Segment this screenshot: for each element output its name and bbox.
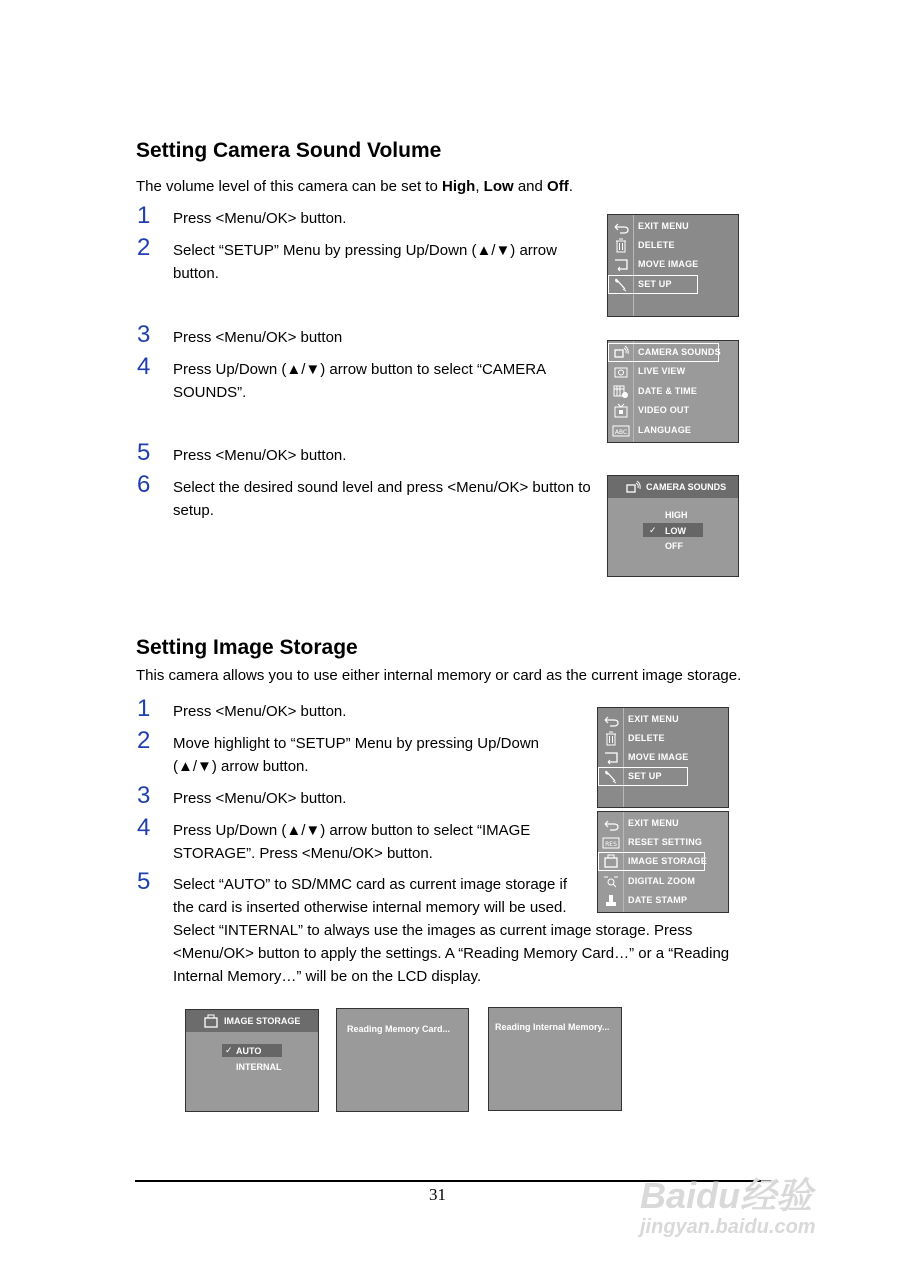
lcd-reading-card	[336, 1008, 469, 1112]
zoom-icon	[602, 873, 620, 890]
reset-icon	[602, 834, 620, 851]
back-arrow-icon	[602, 711, 620, 728]
tv-icon	[612, 402, 630, 419]
menu-item-reset-setting: RES RESET SETTING	[598, 833, 728, 853]
wrench-icon	[612, 276, 630, 293]
step-number: 3	[137, 321, 151, 348]
menu-item-delete: DELETE	[608, 236, 738, 256]
step-text: Move highlight to “SETUP” Menu by pressing Up/Down (▲/▼) arrow button.	[173, 735, 539, 775]
menu-item-digital-zoom: DIGITAL ZOOM	[598, 872, 728, 892]
lcd-main-menu	[607, 214, 739, 317]
step-text: Press <Menu/OK> button.	[173, 790, 347, 807]
menu-item-setup-selected: SET UP	[598, 767, 728, 787]
menu-item-video-out: VIDEO OUT	[608, 401, 738, 421]
lcd-image-storage	[185, 1009, 319, 1112]
section-title-sound: Setting Camera Sound Volume	[136, 139, 442, 162]
step-text: Press <Menu/OK> button	[173, 329, 343, 346]
menu-item-date-stamp: DATE STAMP	[598, 891, 728, 911]
back-arrow-icon	[602, 815, 620, 832]
sound-intro: The volume level of this camera can be set to High, Low and Off.	[136, 178, 573, 195]
back-arrow-icon	[612, 218, 630, 235]
menu-item-image-storage-selected: IMAGE STORAGE	[598, 852, 728, 872]
sound-option-low: LOW	[665, 526, 686, 536]
step-text: Press Up/Down (▲/▼) arrow button to select “IMAGE STORAGE”. Press <Menu/OK> button.	[173, 822, 531, 862]
menu-item-setup-selected: SET UP	[608, 275, 738, 295]
storage-card-icon	[202, 1013, 220, 1029]
check-icon: ✓	[649, 525, 657, 535]
storage-option-auto: AUTO	[236, 1046, 262, 1056]
step-text: Select “AUTO” to SD/MMC card as current image storage if the card is inserted otherwise internal memory will be used.	[173, 876, 568, 916]
step-number: 6	[137, 471, 151, 498]
speaker-icon	[612, 344, 630, 361]
step-number: 2	[137, 727, 151, 754]
menu-item-language: ABC LANGUAGE	[608, 421, 738, 441]
speaker-icon	[624, 479, 642, 495]
menu-item-exit: EXIT MENU	[598, 814, 728, 834]
storage-intro: This camera allows you to use either internal memory or card as the current image storage.	[136, 667, 742, 684]
storage-option-internal: INTERNAL	[236, 1062, 282, 1072]
trash-icon	[602, 730, 620, 747]
stamp-icon	[602, 892, 620, 909]
menu-item-exit: EXIT MENU	[598, 710, 728, 730]
reading-card-message: Reading Memory Card...	[347, 1024, 451, 1034]
camera-sounds-title-bar: CAMERA SOUNDS	[608, 476, 738, 498]
svg-text:RES: RES	[605, 841, 617, 848]
watermark-url: jingyan.baidu.com	[640, 1216, 816, 1238]
sound-option-high: HIGH	[665, 510, 688, 520]
step-text: Select “SETUP” Menu by pressing Up/Down (▲/▼) arrow button.	[173, 242, 557, 282]
sound-option-off: OFF	[665, 541, 683, 551]
storage-card-icon	[602, 853, 620, 870]
reading-internal-message: Reading Internal Memory...	[495, 1022, 610, 1032]
step-number: 1	[137, 202, 151, 229]
lcd-setup-menu-sounds	[607, 340, 739, 443]
image-storage-title-bar: IMAGE STORAGE	[186, 1010, 318, 1032]
step-number: 5	[137, 439, 151, 466]
abc-icon	[612, 422, 630, 439]
wrench-icon	[602, 768, 620, 785]
lcd-camera-sounds	[607, 475, 739, 577]
step-text: Press <Menu/OK> button.	[173, 447, 347, 464]
move-image-icon	[612, 256, 630, 273]
step-number: 1	[137, 695, 151, 722]
menu-item-exit: EXIT MENU	[608, 217, 738, 237]
menu-item-live-view: LIVE VIEW	[608, 362, 738, 382]
step-number: 4	[137, 814, 151, 841]
step-number: 4	[137, 353, 151, 380]
watermark-brand: Baidu经验	[640, 1175, 813, 1216]
menu-item-move-image: MOVE IMAGE	[598, 748, 728, 768]
trash-icon	[612, 237, 630, 254]
lcd-reading-internal	[488, 1007, 622, 1111]
section-title-storage: Setting Image Storage	[136, 636, 358, 659]
page-number: 31	[429, 1185, 446, 1204]
step-number: 5	[137, 868, 151, 895]
step-text: Press <Menu/OK> button.	[173, 703, 347, 720]
menu-item-move-image: MOVE IMAGE	[608, 255, 738, 275]
step-number: 3	[137, 782, 151, 809]
lcd-setup-menu-storage	[597, 811, 729, 913]
check-icon: ✓	[225, 1045, 233, 1055]
step-text: Press <Menu/OK> button.	[173, 210, 347, 227]
lcd-main-menu-2	[597, 707, 729, 808]
menu-item-camera-sounds-selected: CAMERA SOUNDS	[608, 343, 738, 363]
move-image-icon	[602, 749, 620, 766]
menu-item-date-time: DATE & TIME	[608, 382, 738, 402]
camera-icon	[612, 363, 630, 380]
svg-text:ABC: ABC	[614, 429, 628, 436]
calendar-clock-icon	[612, 383, 630, 400]
step-number: 2	[137, 234, 151, 261]
step-text: Press Up/Down (▲/▼) arrow button to select “CAMERA SOUNDS”.	[173, 361, 546, 401]
step-text: Select “INTERNAL” to always use the images as current image storage. Press <Menu/OK> button to apply the settings. A “Reading Memory Card…” or a “Reading Internal Memory…” will be on the LCD display.	[173, 922, 730, 985]
step-text: Select the desired sound level and press <Menu/OK> button to setup.	[173, 479, 591, 519]
menu-item-delete: DELETE	[598, 729, 728, 749]
